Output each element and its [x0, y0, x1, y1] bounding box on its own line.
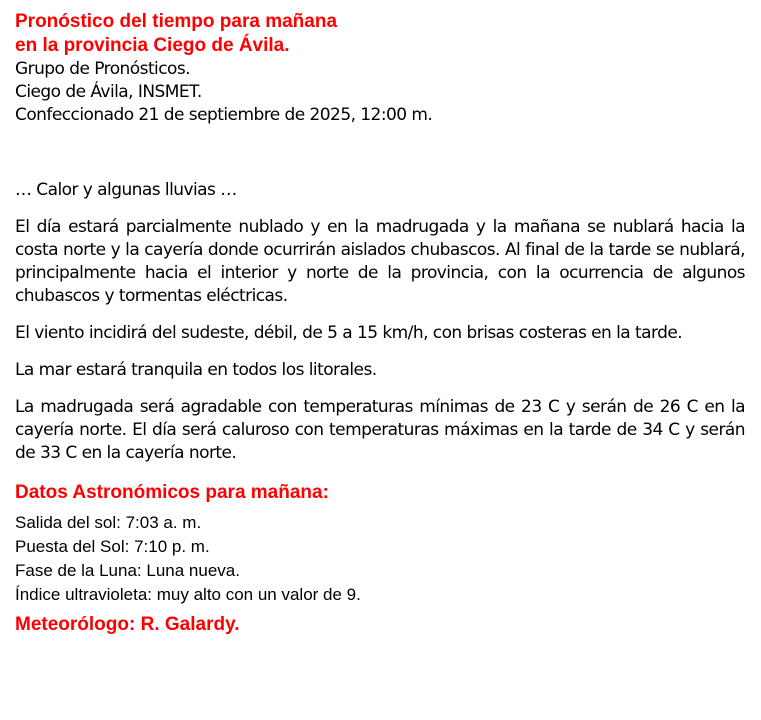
temperature-paragraph: La madrugada será agradable con temperaturas mínimas de 23 C y serán de 26 C en la cayería norte. El día será caluroso con temperaturas máximas en la tarde de 34 C y serán de 33 C en la cayería norte. [15, 397, 745, 463]
forecast-headline: … Calor y algunas lluvias … [15, 180, 237, 200]
uv-index-line: Índice ultravioleta: muy alto con un valor de 9. [15, 585, 361, 604]
sunset-line: Puesta del Sol: 7:10 p. m. [15, 537, 210, 556]
sea-paragraph: La mar estará tranquila en todos los litorales. [15, 360, 377, 380]
astronomy-heading: Datos Astronómicos para mañana: [15, 482, 329, 503]
wind-paragraph: El viento incidirá del sudeste, débil, de 5 a 15 km/h, con brisas costeras en la tarde. [15, 323, 683, 343]
institution: Ciego de Ávila, INSMET. [15, 82, 202, 102]
forecast-group: Grupo de Pronósticos. [15, 59, 191, 79]
sunrise-line: Salida del sol: 7:03 a. m. [15, 513, 202, 532]
forecast-document [15, 10, 745, 637]
issued-date: Confeccionado 21 de septiembre de 2025, 12:00 m. [15, 105, 433, 125]
spacer [15, 127, 745, 179]
title-line-1: Pronóstico del tiempo para mañana [15, 11, 338, 32]
meteorologist-signature: Meteorólogo: R. Galardy. [15, 614, 240, 635]
sky-paragraph: El día estará parcialmente nublado y en la madrugada y la mañana se nublará hacia la costa norte y la cayería donde ocurrirán aislados chubascos. Al final de la tarde se nublará, principalmente hacia el interior y norte de la provincia, con la ocurrencia de algunos chubascos y tormentas eléctricas. [15, 217, 745, 306]
title-line-2: en la provincia Ciego de Ávila. [15, 35, 290, 56]
moon-phase-line: Fase de la Luna: Luna nueva. [15, 561, 240, 580]
